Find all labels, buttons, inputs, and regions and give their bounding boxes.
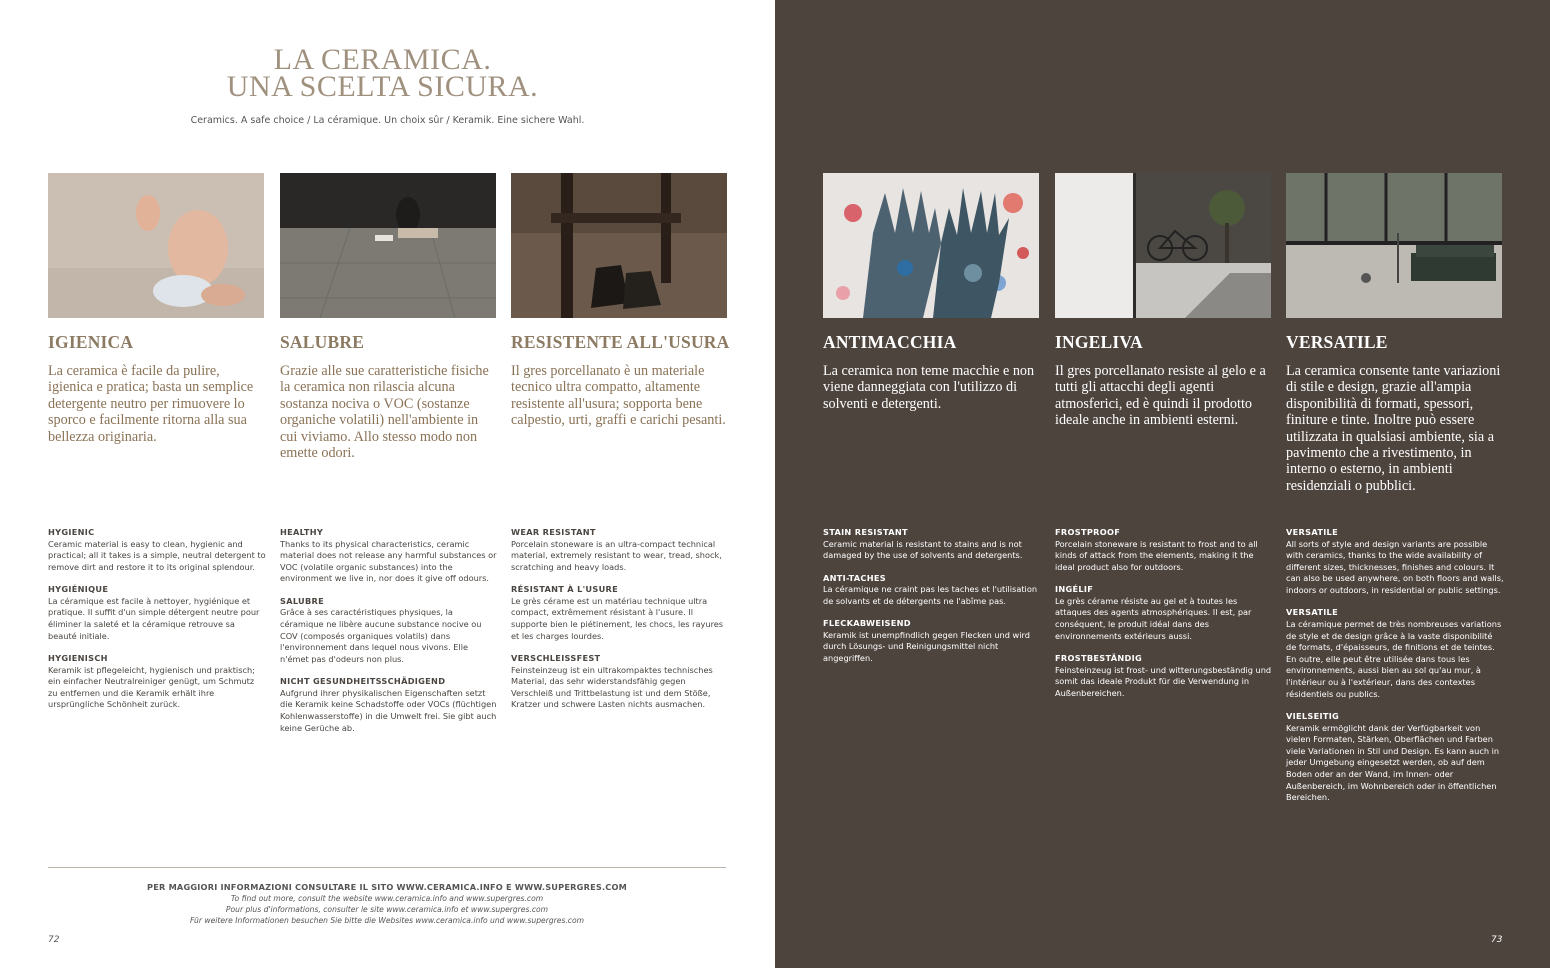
translation-text: Keramik ist unempfindlich gegen Flecken und wird durch Lösungs- und Reinigungsmittel nicht angegriffen. (823, 629, 1030, 664)
translation-heading: HEALTHY (280, 527, 324, 537)
translation-text: Porcelain stoneware is an ultra-compact technical material, extremely resistant to wear, tread, shock, scratching and heavy loads. (511, 538, 722, 572)
translation-text: Le grès cérame résiste au gel et à toutes les attaques des agents atmosphériques. Il est, par conséquent, le produit idéal dans des environnements extérieurs aussi. (1055, 595, 1252, 641)
translation-heading: VERSATILE (1286, 607, 1338, 618)
page-number-right: 73 (1491, 935, 1503, 945)
page-number-left: 72 (48, 935, 60, 945)
column-translations (1055, 527, 1273, 710)
translation-text: Feinsteinzeug ist frost- und witterungsbeständig und somit das ideale Produkt für die Verwendung in Außenbereichen. (1055, 664, 1272, 698)
footer-divider (48, 867, 726, 868)
title-line-1: LA CERAMICA. (273, 43, 492, 76)
translation-text: Porcelain stoneware is resistant to frost and to all kinds of attack from the elements, making it the ideal product also for outdoors. (1055, 538, 1258, 572)
column-translations (511, 527, 729, 722)
footer-main: PER MAGGIORI INFORMAZIONI CONSULTARE IL SITO WWW.CERAMICA.INFO E WWW.SUPERGRES.COM (147, 882, 627, 892)
translation-heading: ANTI-TACHES (823, 572, 886, 583)
column-translations (48, 527, 266, 722)
translation-heading: FROSTPROOF (1055, 527, 1121, 537)
column-title: ANTIMACCHIA (823, 332, 957, 352)
translation-text: Keramik ist pflegeleicht, hygienisch und praktisch; ein einfacher Neutralreiniger genügt, um Schmutz zu entfernen und die Keramik erhält ihre ursprüngliche Schönheit zurück. (48, 664, 255, 710)
translation-text: Ceramic material is resistant to stains and is not damaged by the use of solvents and detergents. (823, 538, 1023, 561)
column-title: IGIENICA (48, 332, 134, 352)
photo-painted-hands (823, 173, 1039, 318)
translation-heading: FROSTBESTÄNDIG (1055, 653, 1142, 664)
translation-text: La céramique permet de très nombreuses variations de style et de design grâce à la vaste disponibilité de formats, d'épaisseurs, de finitions et de teintes. En outre, elle peut être utilisée dans tous les environnements, aussi bien au sol qu'au mur, à l'intérieur ou à l'extérieur, dans des contextes résidentiels ou publics. (1286, 618, 1502, 699)
column-title: VERSATILE (1286, 332, 1388, 352)
footer (48, 881, 726, 926)
translation-heading: VIELSEITIG (1286, 711, 1340, 722)
column-intro: Il gres porcellanato è un materiale tecnico ultra compatto, altamente resistente all'usura; sopporta bene calpestio, urti, graffi e carichi pesanti. (511, 363, 726, 429)
translation-heading: HYGIÉNIQUE (48, 584, 109, 595)
footer-de: Für weitere Informationen besuchen Sie bitte die Websites www.ceramica.info und www.supergres.com (189, 916, 585, 925)
footer-fr: Pour plus d'informations, consulter le site www.ceramica.info et www.supergres.com (225, 905, 549, 914)
translation-heading: HYGIENIC (48, 527, 95, 537)
column-intro: Il gres porcellanato resiste al gelo e a tutti gli attacchi degli agenti atmosferici, ed è quindi il prodotto ideale anche in ambienti esterni. (1055, 363, 1266, 429)
translation-heading: VERSATILE (1286, 527, 1338, 537)
column-intro: La ceramica è facile da pulire, igienica e pratica; basta un semplice detergente neutro per rimuovere lo sporco e facilmente ritorna alla sua bellezza originaria. (48, 363, 254, 445)
translation-text: Grâce à ses caractéristiques physiques, la céramique ne libère aucune substance nocive ou COV (composés organiques volatils) dans l'environnement dans lequel nous vivons. Elle n'émet pas d'odeurs non plus. (280, 607, 482, 664)
translation-text: La céramique est facile à nettoyer, hygiénique et pratique. Il suffit d'un simple détergent neutre pour éliminer la saleté et la céramique retrouve sa beauté initiale. (48, 595, 260, 641)
column-title: SALUBRE (280, 332, 365, 352)
photo-man-on-floor (280, 173, 496, 318)
column-intro: La ceramica non teme macchie e non viene danneggiata con l'utilizzo di solventi e detergenti. (823, 363, 1035, 412)
column-title: RESISTENTE ALL'USURA (511, 332, 730, 352)
column-translations (823, 527, 1041, 676)
translation-text: All sorts of style and design variants are possible with ceramics, thanks to the wide availability of different sizes, thicknesses, finishes and colours. It can also be used anywhere, on both floors and walls, indoors or outdoors, in residential or public settings. (1286, 538, 1504, 595)
translation-text: Aufgrund ihrer physikalischen Eigenschaften setzt die Keramik keine Schadstoffe oder VOCs (flüchtigen Kohlenwasserstoffe) in die Umwelt frei. Sie gibt auch keine Gerüche ab. (280, 687, 497, 733)
photo-boots-under-chair (511, 173, 727, 318)
translation-heading: HYGIENISCH (48, 653, 108, 664)
translation-text: La céramique ne craint pas les taches et l'utilisation de solvants et de détergents ne l'abîme pas. (823, 584, 1038, 606)
photo-outdoor-bicycle (1055, 173, 1271, 318)
column-translations (280, 527, 498, 745)
translation-text: Thanks to its physical characteristics, ceramic material does not release any harmful substances or VOC (volatile organic substances) into the environment we live in, nor does it give off odours. (280, 538, 497, 584)
translation-heading: SALUBRE (280, 595, 325, 606)
translation-heading: NICHT GESUNDHEITSSCHÄDIGEND (280, 676, 446, 687)
page-subtitle: Ceramics. A safe choice / La céramique. Un choix sûr / Keramik. Eine sichere Wahl. (190, 115, 585, 126)
translation-heading: FLECKABWEISEND (823, 618, 911, 629)
page-title (190, 43, 575, 103)
translation-text: Feinsteinzeug ist ein ultrakompaktes technisches Material, das sehr widerstandsfähig gegen Verschleiß und Trittbelastung ist und dem Stöße, Kratzer und schwere Lasten nichts ausmachen. (511, 664, 713, 710)
translation-text: Ceramic material is easy to clean, hygienic and practical; all it takes is a simple, neutral detergent to remove dirt and restore it to its original splendour. (48, 538, 266, 572)
title-line-2: UNA SCELTA SICURA. (226, 70, 539, 103)
column-title: INGELIVA (1055, 332, 1143, 352)
translation-heading: VERSCHLEISSFEST (511, 653, 601, 664)
footer-en: To find out more, consult the website www.ceramica.info and www.supergres.com (230, 894, 544, 903)
photo-living-room-interior (1286, 173, 1502, 318)
translation-text: Keramik ermöglicht dank der Verfügbarkeit von vielen Formaten, Stärken, Oberflächen und Farben viele Variationen in Stil und Design. Es kann auch in jeder Umgebung eingesetzt werden, ob auf dem Boden oder an der Wand, im Innen- oder Außenbereich, im Wohnbereich oder in öffentlichen Bereichen. (1286, 722, 1500, 803)
column-intro: Grazie alle sue caratteristiche fisiche la ceramica non rilascia alcuna sostanza nociva o VOC (sostanze organiche volatili) nell'ambiente in cui viviamo. Allo stesso modo non emette odori. (280, 363, 489, 462)
translation-heading: STAIN RESISTANT (823, 527, 908, 537)
column-intro: La ceramica consente tante variazioni di stile e design, grazie all'ampia disponibilità di formati, spessori, finiture e tinte. Inoltre può essere utilizzata in qualsiasi ambiente, sia a pavimento che a rivestimento, in interno o esterno, in ambienti residenziali o pubblici. (1286, 363, 1501, 494)
translation-heading: RÉSISTANT À L'USURE (511, 584, 619, 595)
photo-baby-on-floor (48, 173, 264, 318)
translation-text: Le grès cérame est un matériau technique ultra compact, extrêmement résistant à l'usure. Il supporte bien le piétinement, les chocs, les rayures et les charges lourdes. (511, 595, 724, 641)
translation-heading: WEAR RESISTANT (511, 527, 596, 537)
column-translations (1286, 527, 1504, 815)
translation-heading: INGÉLIF (1055, 584, 1094, 595)
right-page (775, 0, 1550, 968)
